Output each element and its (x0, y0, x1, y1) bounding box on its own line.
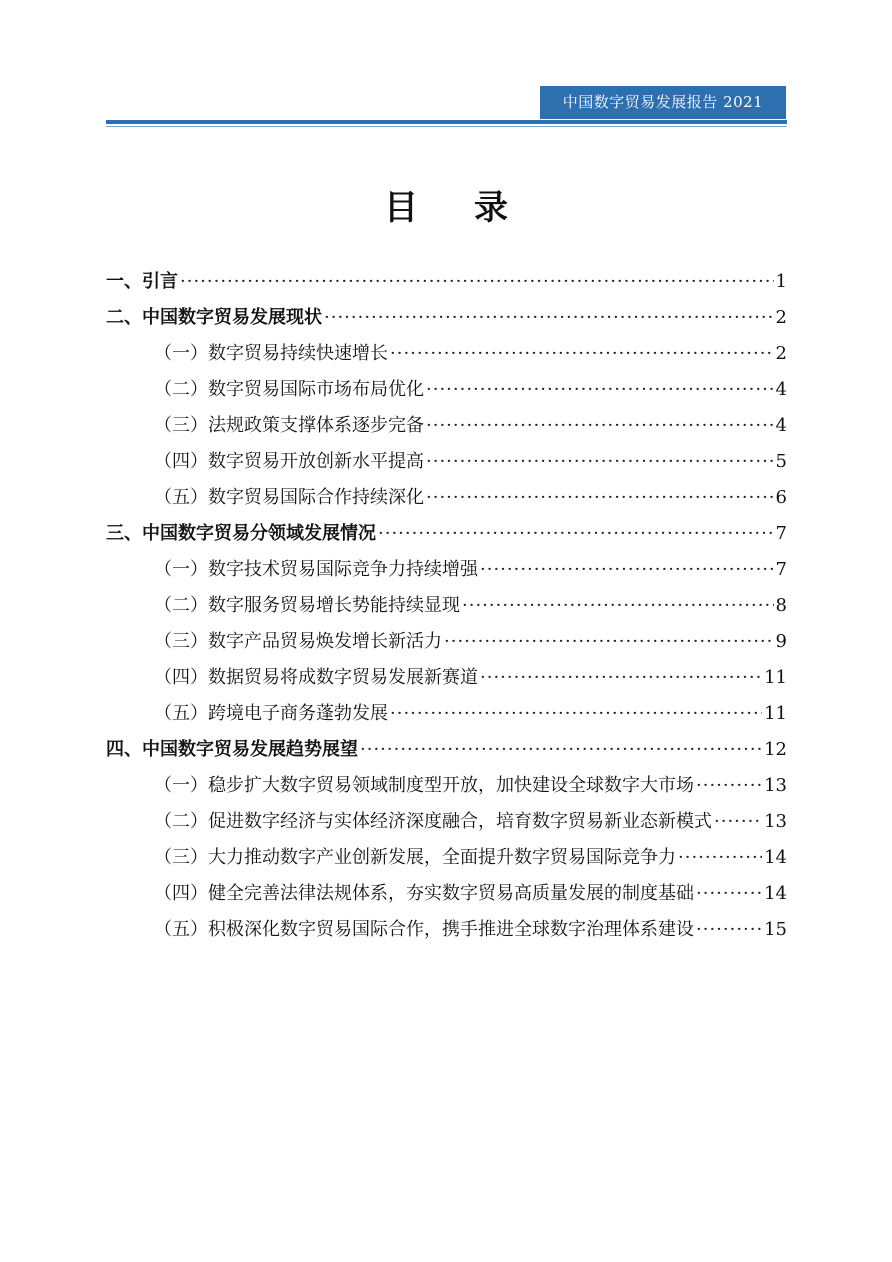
toc-entry-label: （三）法规政策支撑体系逐步完备 (154, 415, 424, 436)
toc-entry-section-2-1[interactable] (106, 336, 787, 372)
toc-page-number: 2 (775, 307, 787, 328)
toc-page-number: 7 (775, 559, 787, 580)
toc-entry-section-2-2[interactable] (106, 372, 787, 408)
toc-entry-label: （一）数字贸易持续快速增长 (154, 343, 388, 364)
toc-entry-section-4-3[interactable] (106, 840, 787, 876)
toc-page-number: 9 (775, 631, 787, 652)
toc-dot-leader (696, 876, 762, 912)
toc-dot-leader (480, 660, 762, 696)
toc-dot-leader (480, 552, 774, 588)
toc-dot-leader (444, 624, 774, 660)
table-of-contents (106, 264, 787, 948)
toc-entry-section-3[interactable] (106, 516, 787, 552)
toc-page-number: 6 (775, 487, 787, 508)
toc-entry-section-3-1[interactable] (106, 552, 787, 588)
toc-dot-leader (390, 336, 774, 372)
toc-page-number: 11 (764, 703, 787, 724)
toc-entry-label: 三、中国数字贸易分领域发展情况 (106, 523, 376, 544)
toc-dot-leader (696, 912, 762, 948)
toc-dot-leader (180, 264, 774, 300)
toc-dot-leader (360, 732, 762, 768)
toc-page-number: 2 (775, 343, 787, 364)
toc-dot-leader (426, 480, 774, 516)
toc-dot-leader (426, 372, 774, 408)
toc-entry-label: （五）积极深化数字贸易国际合作，携手推进全球数字治理体系建设 (154, 919, 694, 940)
toc-page-number: 14 (764, 883, 787, 904)
toc-entry-label: 四、中国数字贸易发展趋势展望 (106, 739, 358, 760)
toc-entry-label: （三）数字产品贸易焕发增长新活力 (154, 631, 442, 652)
report-title-badge: 中国数字贸易发展报告 2021 (540, 86, 786, 119)
toc-entry-label: （五）数字贸易国际合作持续深化 (154, 487, 424, 508)
toc-page-number: 15 (764, 919, 787, 940)
toc-entry-section-4-1[interactable] (106, 768, 787, 804)
toc-dot-leader (696, 768, 762, 804)
header-rule-thick (106, 120, 787, 124)
toc-page-number: 4 (775, 379, 787, 400)
toc-entry-section-4-5[interactable] (106, 912, 787, 948)
toc-page-number: 12 (764, 739, 787, 760)
toc-entry-label: 一、引言 (106, 271, 178, 292)
toc-page-number: 11 (764, 667, 787, 688)
toc-entry-section-3-2[interactable] (106, 588, 787, 624)
toc-entry-section-2-4[interactable] (106, 444, 787, 480)
toc-page-number: 8 (775, 595, 787, 616)
toc-dot-leader (390, 696, 762, 732)
toc-entry-section-3-3[interactable] (106, 624, 787, 660)
toc-dot-leader (378, 516, 774, 552)
toc-entry-section-2[interactable] (106, 300, 787, 336)
toc-entry-section-2-3[interactable] (106, 408, 787, 444)
toc-page-number: 5 (775, 451, 787, 472)
toc-dot-leader (714, 804, 762, 840)
toc-entry-section-4-4[interactable] (106, 876, 787, 912)
toc-entry-label: （四）数据贸易将成数字贸易发展新赛道 (154, 667, 478, 688)
toc-title: 目录 (384, 188, 564, 228)
toc-entry-label: （五）跨境电子商务蓬勃发展 (154, 703, 388, 724)
toc-entry-label: （四）数字贸易开放创新水平提高 (154, 451, 424, 472)
toc-dot-leader (426, 444, 774, 480)
toc-page-number: 13 (764, 775, 787, 796)
toc-dot-leader (678, 840, 762, 876)
toc-entry-introduction[interactable] (106, 264, 787, 300)
toc-dot-leader (324, 300, 774, 336)
header-rule-thin (106, 126, 787, 128)
toc-entry-label: （一）数字技术贸易国际竞争力持续增强 (154, 559, 478, 580)
toc-entry-label: （一）稳步扩大数字贸易领域制度型开放，加快建设全球数字大市场 (154, 775, 694, 796)
toc-entry-section-3-5[interactable] (106, 696, 787, 732)
toc-dot-leader (426, 408, 774, 444)
toc-entry-label: （四）健全完善法律法规体系，夯实数字贸易高质量发展的制度基础 (154, 883, 694, 904)
toc-entry-section-2-5[interactable] (106, 480, 787, 516)
toc-entry-label: （二）促进数字经济与实体经济深度融合，培育数字贸易新业态新模式 (154, 811, 712, 832)
toc-page-number: 4 (775, 415, 787, 436)
toc-dot-leader (462, 588, 774, 624)
toc-entry-section-4[interactable] (106, 732, 787, 768)
toc-page-number: 14 (764, 847, 787, 868)
toc-entry-label: （二）数字服务贸易增长势能持续显现 (154, 595, 460, 616)
toc-entry-label: （二）数字贸易国际市场布局优化 (154, 379, 424, 400)
toc-entry-label: 二、中国数字贸易发展现状 (106, 307, 322, 328)
toc-entry-label: （三）大力推动数字产业创新发展，全面提升数字贸易国际竞争力 (154, 847, 676, 868)
toc-entry-section-3-4[interactable] (106, 660, 787, 696)
toc-page-number: 13 (764, 811, 787, 832)
toc-page-number: 1 (775, 271, 787, 292)
toc-page-number: 7 (775, 523, 787, 544)
toc-entry-section-4-2[interactable] (106, 804, 787, 840)
